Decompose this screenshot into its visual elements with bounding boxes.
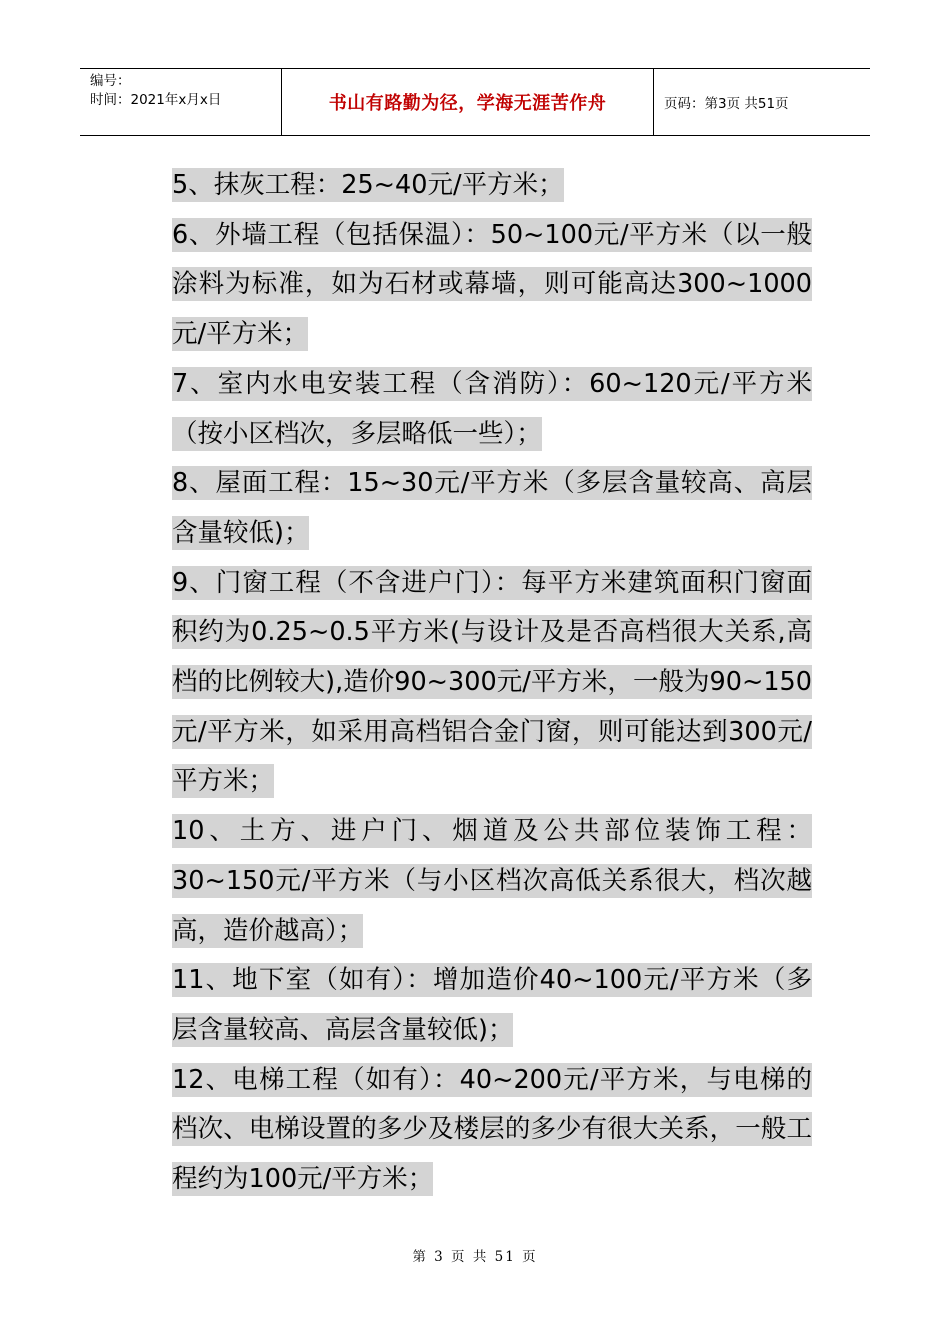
header-motto-cell [282, 69, 654, 135]
list-item [172, 161, 812, 211]
item-text: 6、外墙工程（包括保温）：50~100元/平方米（以一般涂料为标准，如为石材或幕墙，则可能高达300~1000元/平方米； [172, 219, 812, 350]
header-page-cell [654, 69, 870, 135]
list-item [172, 360, 812, 459]
document-header [80, 68, 870, 136]
list-item [172, 459, 812, 558]
list-item [172, 956, 812, 1055]
item-text: 8、屋面工程：15~30元/平方米（多层含量较高、高层含量较低)； [172, 468, 812, 548]
code-label: 编号： [90, 73, 131, 89]
time-label: 时间：2021年x月x日 [90, 92, 222, 108]
item-text: 12、电梯工程（如有）：40~200元/平方米，与电梯的档次、电梯设置的多少及楼层的多少有很大关系，一般工程约为100元/平方米； [172, 1064, 812, 1195]
page-footer: 第 3 页 共 51 页 [412, 1249, 538, 1265]
list-item [172, 211, 812, 360]
document-body [172, 161, 812, 1205]
item-text: 7、室内水电安装工程（含消防）：60~120元/平方米（按小区档次，多层略低一些）； [172, 368, 812, 449]
item-text: 9、门窗工程（不含进户门）：每平方米建筑面积门窗面积约为0.25~0.5平方米(与设计及是否高档很大关系,高档的比例较大),造价90~300元/平方米，一般为90~150元/平方米，如采用高档铝合金门窗，则可能达到300元/平方米； [172, 567, 812, 797]
item-text: 5、抹灰工程：25~40元/平方米； [172, 170, 564, 200]
item-text: 10、土方、进户门、烟道及公共部位装饰工程：30~150元/平方米（与小区档次高低关系很大，档次越高，造价越高）； [172, 816, 812, 946]
list-item [172, 807, 812, 956]
list-item [172, 559, 812, 808]
motto-text: 书山有路勤为径，学海无涯苦作舟 [328, 93, 607, 114]
header-meta [80, 69, 282, 135]
list-item [172, 1056, 812, 1205]
item-text: 11、地下室（如有）：增加造价40~100元/平方米（多层含量较高、高层含量较低)； [172, 965, 812, 1045]
page-info: 页码：第3页 共51页 [664, 96, 789, 112]
